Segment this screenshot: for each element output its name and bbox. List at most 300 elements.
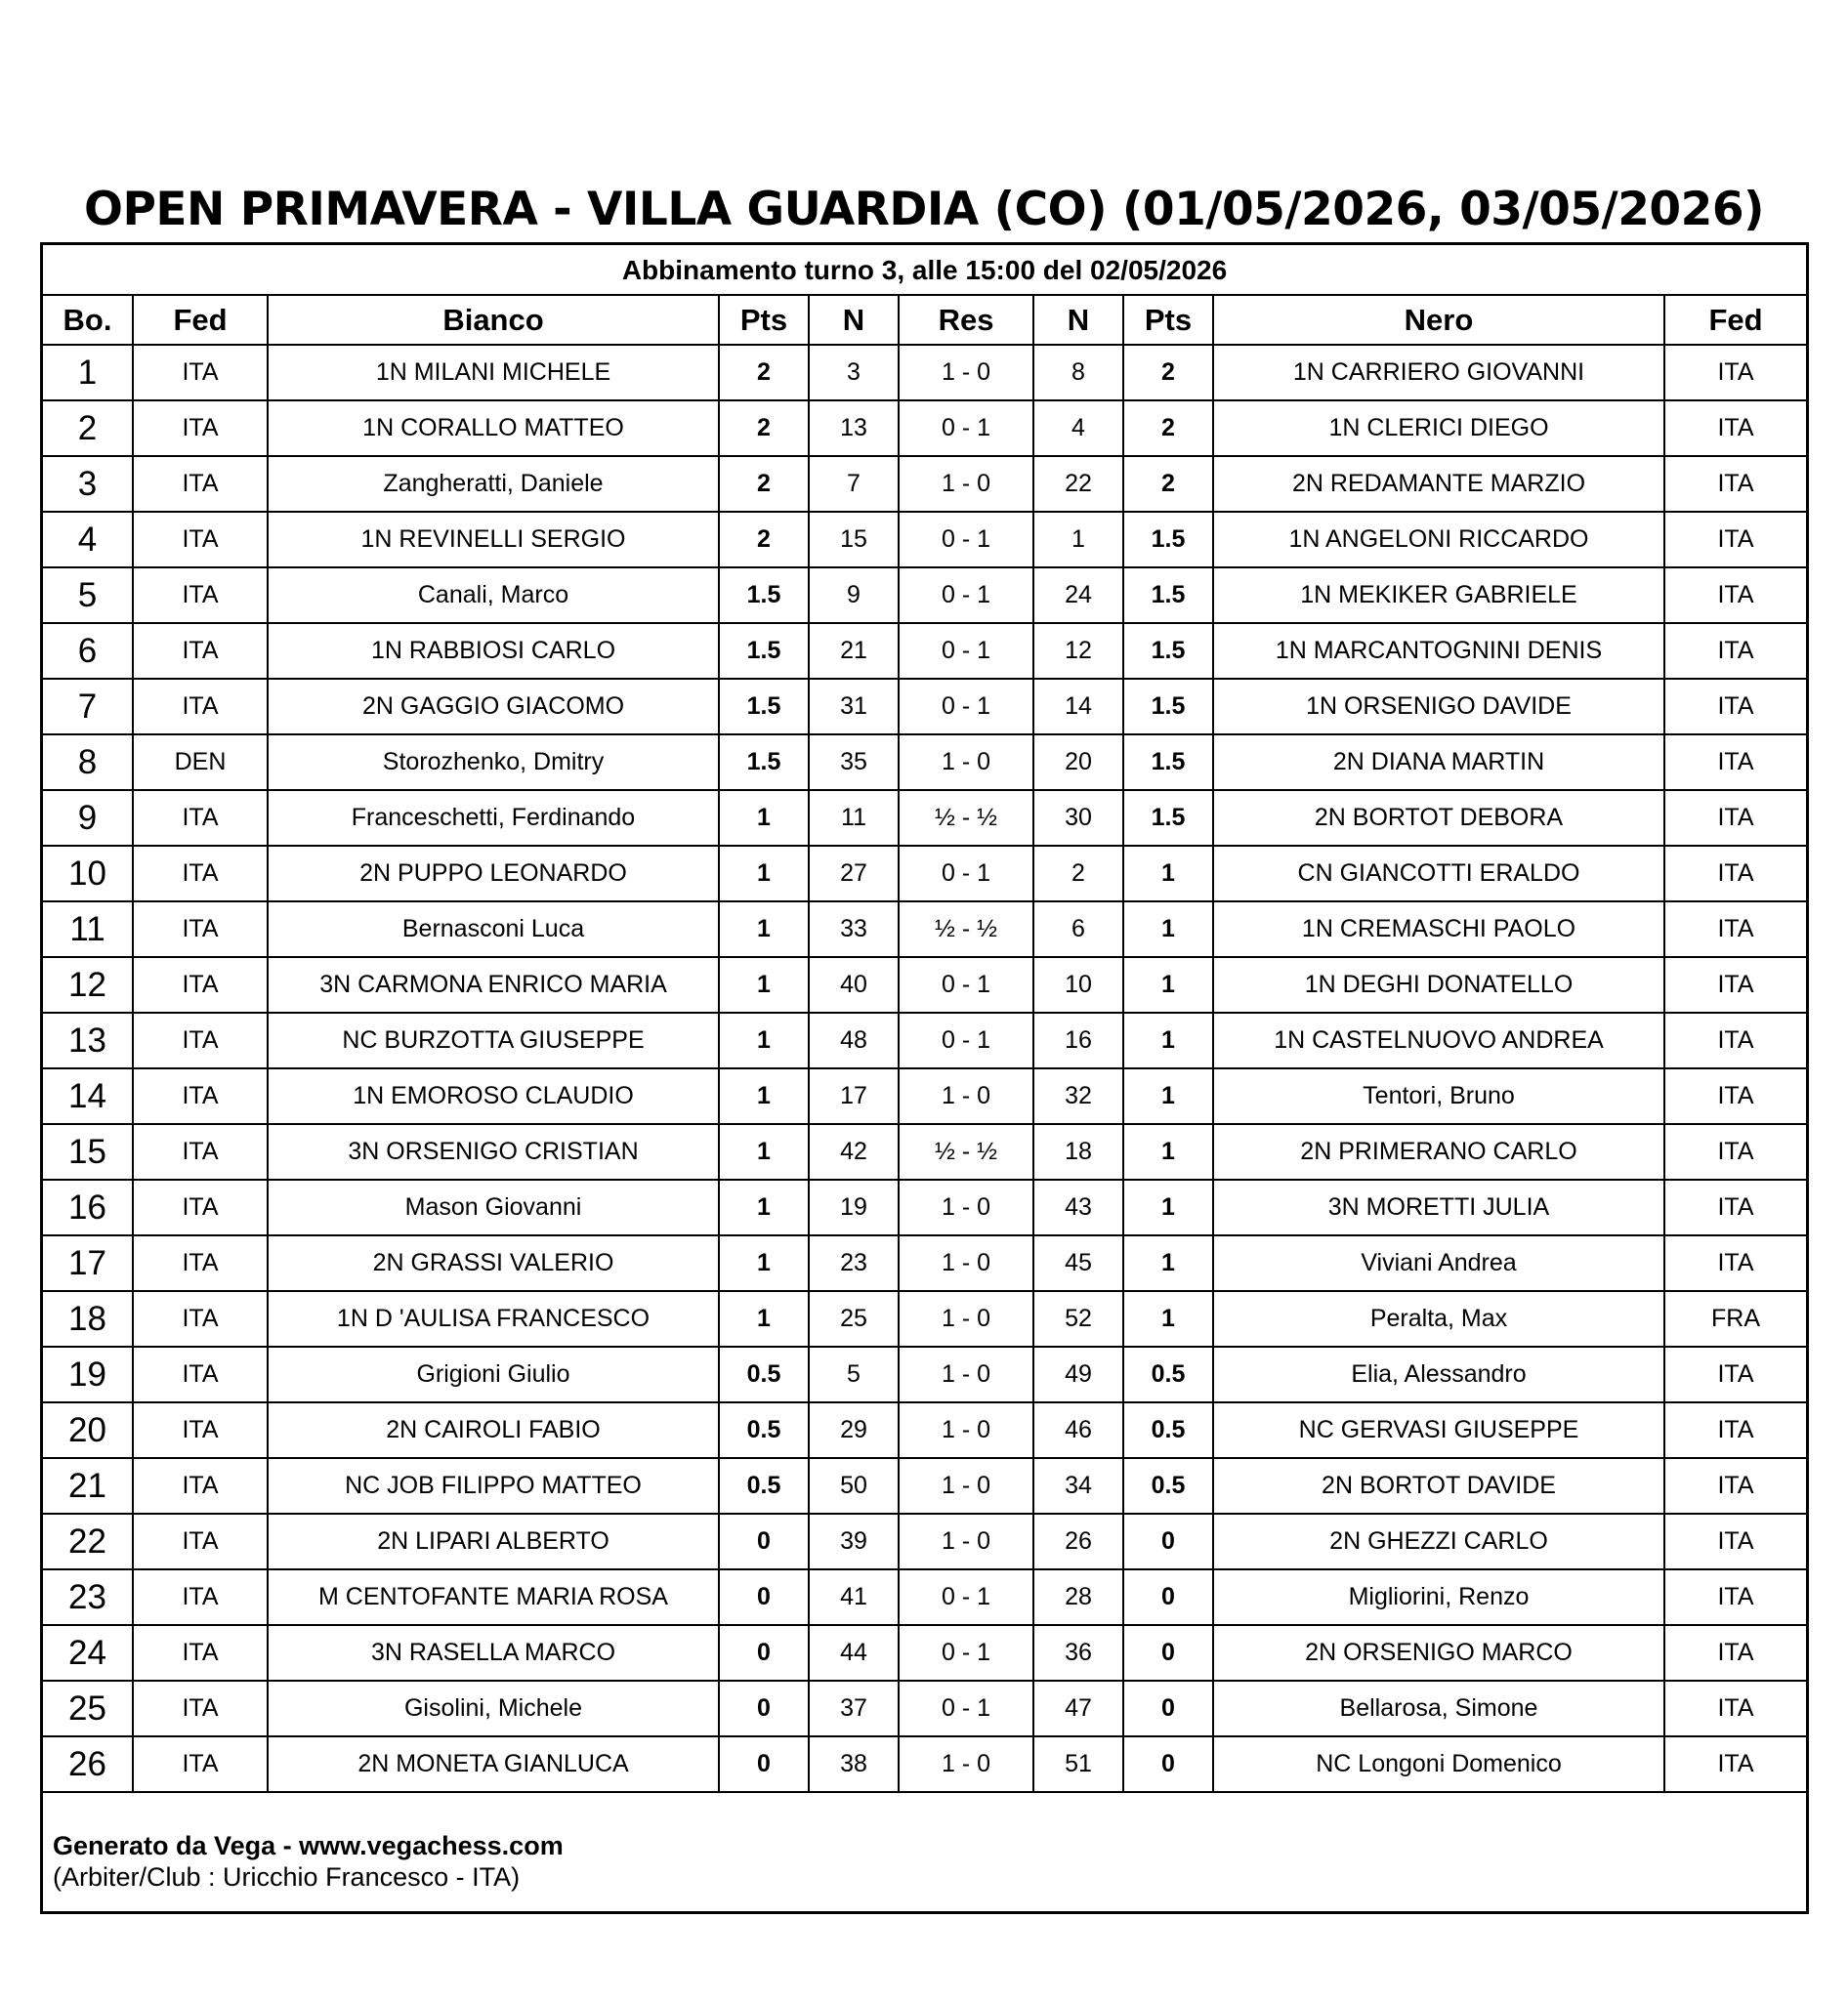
pts-white: 0 xyxy=(719,1625,809,1681)
pts-white: 2 xyxy=(719,512,809,567)
pts-white: 1.5 xyxy=(719,567,809,623)
result: 1 - 0 xyxy=(899,1458,1033,1514)
fed-black: ITA xyxy=(1664,456,1806,512)
fed-black: ITA xyxy=(1664,1124,1806,1180)
n-white: 29 xyxy=(809,1402,899,1458)
board-number: 2 xyxy=(43,400,133,456)
page-title: OPEN PRIMAVERA - VILLA GUARDIA (CO) (01/05/2026, 03/05/2026) xyxy=(83,183,1764,236)
black-player: 1N CASTELNUOVO ANDREA xyxy=(1213,1013,1664,1068)
table-row xyxy=(43,790,1806,846)
round-subtitle: Abbinamento turno 3, alle 15:00 del 02/05/2026 xyxy=(43,245,1806,296)
table-row xyxy=(43,734,1806,790)
pts-black: 0.5 xyxy=(1123,1458,1213,1514)
n-black: 51 xyxy=(1033,1736,1123,1792)
pts-black: 1 xyxy=(1123,1068,1213,1124)
fed-black: ITA xyxy=(1664,734,1806,790)
table-row xyxy=(43,1681,1806,1736)
n-white: 41 xyxy=(809,1569,899,1625)
fed-black: ITA xyxy=(1664,1514,1806,1569)
fed-black: ITA xyxy=(1664,1736,1806,1792)
col-header-result: Res xyxy=(899,296,1033,345)
n-white: 21 xyxy=(809,623,899,679)
white-player: NC BURZOTTA GIUSEPPE xyxy=(268,1013,719,1068)
white-player: 1N CORALLO MATTEO xyxy=(268,400,719,456)
col-header-black: Nero xyxy=(1213,296,1664,345)
result: 0 - 1 xyxy=(899,512,1033,567)
fed-white: ITA xyxy=(133,1180,268,1235)
black-player: 2N REDAMANTE MARZIO xyxy=(1213,456,1664,512)
board-number: 11 xyxy=(43,901,133,957)
table-row xyxy=(43,1625,1806,1681)
white-player: 1N REVINELLI SERGIO xyxy=(268,512,719,567)
col-header-fed-black: Fed xyxy=(1664,296,1806,345)
pts-white: 1 xyxy=(719,1180,809,1235)
board-number: 24 xyxy=(43,1625,133,1681)
col-header-n-black: N xyxy=(1033,296,1123,345)
table-row xyxy=(43,1124,1806,1180)
n-black: 6 xyxy=(1033,901,1123,957)
result: 0 - 1 xyxy=(899,1569,1033,1625)
n-white: 3 xyxy=(809,345,899,400)
black-player: 1N CREMASCHI PAOLO xyxy=(1213,901,1664,957)
fed-black: ITA xyxy=(1664,400,1806,456)
header-row xyxy=(43,296,1806,345)
board-number: 21 xyxy=(43,1458,133,1514)
table-row xyxy=(43,1736,1806,1792)
fed-black: ITA xyxy=(1664,1569,1806,1625)
white-player: NC JOB FILIPPO MATTEO xyxy=(268,1458,719,1514)
col-header-pts-black: Pts xyxy=(1123,296,1213,345)
n-black: 49 xyxy=(1033,1347,1123,1402)
footer xyxy=(53,1830,564,1893)
white-player: 2N LIPARI ALBERTO xyxy=(268,1514,719,1569)
generated-by: Generato da Vega - www.vegachess.com xyxy=(53,1831,564,1860)
board-number: 6 xyxy=(43,623,133,679)
fed-black: ITA xyxy=(1664,901,1806,957)
n-black: 46 xyxy=(1033,1402,1123,1458)
white-player: 1N RABBIOSI CARLO xyxy=(268,623,719,679)
board-number: 26 xyxy=(43,1736,133,1792)
n-black: 26 xyxy=(1033,1514,1123,1569)
board-number: 14 xyxy=(43,1068,133,1124)
white-player: M CENTOFANTE MARIA ROSA xyxy=(268,1569,719,1625)
fed-white: ITA xyxy=(133,790,268,846)
n-black: 14 xyxy=(1033,679,1123,734)
n-black: 34 xyxy=(1033,1458,1123,1514)
pairings-table xyxy=(43,296,1806,1793)
n-white: 50 xyxy=(809,1458,899,1514)
board-number: 25 xyxy=(43,1681,133,1736)
pts-white: 1 xyxy=(719,1068,809,1124)
n-white: 15 xyxy=(809,512,899,567)
pts-black: 0.5 xyxy=(1123,1402,1213,1458)
black-player: Viviani Andrea xyxy=(1213,1235,1664,1291)
table-row xyxy=(43,345,1806,400)
black-player: 3N MORETTI JULIA xyxy=(1213,1180,1664,1235)
fed-black: ITA xyxy=(1664,1402,1806,1458)
n-white: 48 xyxy=(809,1013,899,1068)
n-white: 17 xyxy=(809,1068,899,1124)
board-number: 3 xyxy=(43,456,133,512)
fed-white: DEN xyxy=(133,734,268,790)
n-white: 11 xyxy=(809,790,899,846)
fed-black: ITA xyxy=(1664,1458,1806,1514)
n-black: 22 xyxy=(1033,456,1123,512)
pts-white: 0 xyxy=(719,1569,809,1625)
result: 1 - 0 xyxy=(899,1736,1033,1792)
fed-white: ITA xyxy=(133,1402,268,1458)
board-number: 1 xyxy=(43,345,133,400)
white-player: 3N ORSENIGO CRISTIAN xyxy=(268,1124,719,1180)
pts-white: 2 xyxy=(719,400,809,456)
pts-white: 1 xyxy=(719,790,809,846)
result: ½ - ½ xyxy=(899,1124,1033,1180)
result: ½ - ½ xyxy=(899,790,1033,846)
result: 0 - 1 xyxy=(899,567,1033,623)
board-number: 23 xyxy=(43,1569,133,1625)
n-white: 31 xyxy=(809,679,899,734)
pts-black: 1.5 xyxy=(1123,734,1213,790)
board-number: 16 xyxy=(43,1180,133,1235)
fed-white: ITA xyxy=(133,1235,268,1291)
result: 1 - 0 xyxy=(899,1235,1033,1291)
black-player: 1N ANGELONI RICCARDO xyxy=(1213,512,1664,567)
n-white: 9 xyxy=(809,567,899,623)
fed-black: ITA xyxy=(1664,1068,1806,1124)
white-player: Storozhenko, Dmitry xyxy=(268,734,719,790)
pts-black: 1.5 xyxy=(1123,623,1213,679)
n-black: 45 xyxy=(1033,1235,1123,1291)
pts-black: 0.5 xyxy=(1123,1347,1213,1402)
white-player: 2N CAIROLI FABIO xyxy=(268,1402,719,1458)
fed-black: ITA xyxy=(1664,1013,1806,1068)
fed-black: ITA xyxy=(1664,623,1806,679)
table-row xyxy=(43,512,1806,567)
white-player: 1N MILANI MICHELE xyxy=(268,345,719,400)
result: 0 - 1 xyxy=(899,957,1033,1013)
pts-black: 1 xyxy=(1123,1235,1213,1291)
col-header-fed-white: Fed xyxy=(133,296,268,345)
n-black: 47 xyxy=(1033,1681,1123,1736)
pts-white: 1 xyxy=(719,901,809,957)
n-black: 8 xyxy=(1033,345,1123,400)
white-player: 3N CARMONA ENRICO MARIA xyxy=(268,957,719,1013)
n-white: 39 xyxy=(809,1514,899,1569)
fed-white: ITA xyxy=(133,623,268,679)
board-number: 5 xyxy=(43,567,133,623)
fed-white: ITA xyxy=(133,1625,268,1681)
white-player: 2N PUPPO LEONARDO xyxy=(268,846,719,901)
white-player: Bernasconi Luca xyxy=(268,901,719,957)
n-white: 25 xyxy=(809,1291,899,1347)
n-black: 30 xyxy=(1033,790,1123,846)
white-player: 2N GAGGIO GIACOMO xyxy=(268,679,719,734)
fed-white: ITA xyxy=(133,1124,268,1180)
n-black: 4 xyxy=(1033,400,1123,456)
result: 1 - 0 xyxy=(899,734,1033,790)
white-player: Canali, Marco xyxy=(268,567,719,623)
black-player: 2N BORTOT DAVIDE xyxy=(1213,1458,1664,1514)
white-player: Zangheratti, Daniele xyxy=(268,456,719,512)
table-row xyxy=(43,400,1806,456)
n-black: 43 xyxy=(1033,1180,1123,1235)
fed-black: ITA xyxy=(1664,679,1806,734)
black-player: 1N ORSENIGO DAVIDE xyxy=(1213,679,1664,734)
col-header-white: Bianco xyxy=(268,296,719,345)
table-row xyxy=(43,1013,1806,1068)
fed-white: ITA xyxy=(133,1736,268,1792)
result: 0 - 1 xyxy=(899,679,1033,734)
black-player: Bellarosa, Simone xyxy=(1213,1681,1664,1736)
black-player: 1N DEGHI DONATELLO xyxy=(1213,957,1664,1013)
pts-black: 1.5 xyxy=(1123,679,1213,734)
table-row xyxy=(43,957,1806,1013)
table-row xyxy=(43,1180,1806,1235)
white-player: Grigioni Giulio xyxy=(268,1347,719,1402)
pts-white: 1 xyxy=(719,1291,809,1347)
fed-white: ITA xyxy=(133,846,268,901)
pts-black: 0 xyxy=(1123,1514,1213,1569)
black-player: 1N CARRIERO GIOVANNI xyxy=(1213,345,1664,400)
n-white: 42 xyxy=(809,1124,899,1180)
n-white: 5 xyxy=(809,1347,899,1402)
black-player: 2N GHEZZI CARLO xyxy=(1213,1514,1664,1569)
col-header-n-white: N xyxy=(809,296,899,345)
n-white: 40 xyxy=(809,957,899,1013)
pts-white: 0.5 xyxy=(719,1347,809,1402)
pairings-frame xyxy=(40,242,1809,1914)
n-black: 18 xyxy=(1033,1124,1123,1180)
pts-white: 1 xyxy=(719,1124,809,1180)
pts-black: 2 xyxy=(1123,400,1213,456)
col-header-pts-white: Pts xyxy=(719,296,809,345)
fed-white: ITA xyxy=(133,567,268,623)
result: 1 - 0 xyxy=(899,1291,1033,1347)
table-row xyxy=(43,1402,1806,1458)
pts-white: 2 xyxy=(719,456,809,512)
board-number: 13 xyxy=(43,1013,133,1068)
pts-white: 0 xyxy=(719,1514,809,1569)
fed-black: ITA xyxy=(1664,1681,1806,1736)
fed-white: ITA xyxy=(133,345,268,400)
black-player: NC GERVASI GIUSEPPE xyxy=(1213,1402,1664,1458)
fed-white: ITA xyxy=(133,1458,268,1514)
result: 1 - 0 xyxy=(899,1514,1033,1569)
fed-white: ITA xyxy=(133,901,268,957)
n-black: 36 xyxy=(1033,1625,1123,1681)
fed-black: ITA xyxy=(1664,1235,1806,1291)
black-player: 2N ORSENIGO MARCO xyxy=(1213,1625,1664,1681)
black-player: CN GIANCOTTI ERALDO xyxy=(1213,846,1664,901)
pts-black: 1.5 xyxy=(1123,567,1213,623)
table-row xyxy=(43,901,1806,957)
black-player: NC Longoni Domenico xyxy=(1213,1736,1664,1792)
black-player: Elia, Alessandro xyxy=(1213,1347,1664,1402)
result: 1 - 0 xyxy=(899,345,1033,400)
pts-white: 1.5 xyxy=(719,623,809,679)
n-white: 35 xyxy=(809,734,899,790)
fed-white: ITA xyxy=(133,1514,268,1569)
table-row xyxy=(43,623,1806,679)
pts-white: 0 xyxy=(719,1681,809,1736)
result: 0 - 1 xyxy=(899,1013,1033,1068)
board-number: 10 xyxy=(43,846,133,901)
table-row xyxy=(43,846,1806,901)
n-black: 20 xyxy=(1033,734,1123,790)
result: 0 - 1 xyxy=(899,1625,1033,1681)
fed-black: ITA xyxy=(1664,790,1806,846)
white-player: 1N D 'AULISA FRANCESCO xyxy=(268,1291,719,1347)
n-white: 13 xyxy=(809,400,899,456)
table-row xyxy=(43,1235,1806,1291)
fed-white: ITA xyxy=(133,1013,268,1068)
n-white: 38 xyxy=(809,1736,899,1792)
black-player: 2N DIANA MARTIN xyxy=(1213,734,1664,790)
pts-black: 1 xyxy=(1123,846,1213,901)
board-number: 8 xyxy=(43,734,133,790)
white-player: Mason Giovanni xyxy=(268,1180,719,1235)
fed-black: FRA xyxy=(1664,1291,1806,1347)
pts-white: 1 xyxy=(719,1235,809,1291)
fed-white: ITA xyxy=(133,1291,268,1347)
board-number: 18 xyxy=(43,1291,133,1347)
n-white: 44 xyxy=(809,1625,899,1681)
black-player: Peralta, Max xyxy=(1213,1291,1664,1347)
pts-black: 0 xyxy=(1123,1681,1213,1736)
n-black: 1 xyxy=(1033,512,1123,567)
fed-black: ITA xyxy=(1664,846,1806,901)
col-header-board: Bo. xyxy=(43,296,133,345)
white-player: 1N EMOROSO CLAUDIO xyxy=(268,1068,719,1124)
n-black: 52 xyxy=(1033,1291,1123,1347)
pts-black: 1 xyxy=(1123,901,1213,957)
table-row xyxy=(43,1514,1806,1569)
table-row xyxy=(43,679,1806,734)
white-player: Gisolini, Michele xyxy=(268,1681,719,1736)
pts-white: 0.5 xyxy=(719,1458,809,1514)
fed-black: ITA xyxy=(1664,1625,1806,1681)
fed-black: ITA xyxy=(1664,1180,1806,1235)
result: 1 - 0 xyxy=(899,1180,1033,1235)
pts-black: 2 xyxy=(1123,345,1213,400)
white-player: 2N GRASSI VALERIO xyxy=(268,1235,719,1291)
n-black: 24 xyxy=(1033,567,1123,623)
result: 1 - 0 xyxy=(899,456,1033,512)
pts-white: 0 xyxy=(719,1736,809,1792)
board-number: 7 xyxy=(43,679,133,734)
black-player: Tentori, Bruno xyxy=(1213,1068,1664,1124)
pts-white: 1.5 xyxy=(719,734,809,790)
pts-white: 1 xyxy=(719,957,809,1013)
result: 1 - 0 xyxy=(899,1347,1033,1402)
board-number: 17 xyxy=(43,1235,133,1291)
fed-black: ITA xyxy=(1664,345,1806,400)
fed-white: ITA xyxy=(133,679,268,734)
table-row xyxy=(43,1291,1806,1347)
n-white: 7 xyxy=(809,456,899,512)
black-player: 1N CLERICI DIEGO xyxy=(1213,400,1664,456)
fed-black: ITA xyxy=(1664,567,1806,623)
n-white: 19 xyxy=(809,1180,899,1235)
n-black: 28 xyxy=(1033,1569,1123,1625)
n-white: 27 xyxy=(809,846,899,901)
white-player: 3N RASELLA MARCO xyxy=(268,1625,719,1681)
fed-white: ITA xyxy=(133,512,268,567)
result: 0 - 1 xyxy=(899,1681,1033,1736)
result: 0 - 1 xyxy=(899,623,1033,679)
fed-black: ITA xyxy=(1664,512,1806,567)
white-player: 2N MONETA GIANLUCA xyxy=(268,1736,719,1792)
table-row xyxy=(43,1347,1806,1402)
pts-white: 1 xyxy=(719,1013,809,1068)
pts-white: 2 xyxy=(719,345,809,400)
black-player: 1N MARCANTOGNINI DENIS xyxy=(1213,623,1664,679)
pts-black: 1.5 xyxy=(1123,512,1213,567)
board-number: 4 xyxy=(43,512,133,567)
pts-black: 1.5 xyxy=(1123,790,1213,846)
pairings-body xyxy=(43,345,1806,1792)
pts-black: 1 xyxy=(1123,957,1213,1013)
fed-black: ITA xyxy=(1664,957,1806,1013)
result: 0 - 1 xyxy=(899,846,1033,901)
fed-black: ITA xyxy=(1664,1347,1806,1402)
table-row xyxy=(43,456,1806,512)
board-number: 20 xyxy=(43,1402,133,1458)
n-white: 23 xyxy=(809,1235,899,1291)
result: 1 - 0 xyxy=(899,1068,1033,1124)
fed-white: ITA xyxy=(133,1347,268,1402)
result: 0 - 1 xyxy=(899,400,1033,456)
pts-black: 1 xyxy=(1123,1013,1213,1068)
black-player: 2N PRIMERANO CARLO xyxy=(1213,1124,1664,1180)
table-row xyxy=(43,1569,1806,1625)
result: ½ - ½ xyxy=(899,901,1033,957)
board-number: 22 xyxy=(43,1514,133,1569)
pts-white: 0.5 xyxy=(719,1402,809,1458)
fed-white: ITA xyxy=(133,456,268,512)
n-black: 12 xyxy=(1033,623,1123,679)
black-player: 1N MEKIKER GABRIELE xyxy=(1213,567,1664,623)
pts-black: 1 xyxy=(1123,1180,1213,1235)
fed-white: ITA xyxy=(133,957,268,1013)
n-white: 33 xyxy=(809,901,899,957)
fed-white: ITA xyxy=(133,1569,268,1625)
n-black: 16 xyxy=(1033,1013,1123,1068)
table-row xyxy=(43,567,1806,623)
pts-black: 0 xyxy=(1123,1736,1213,1792)
black-player: Migliorini, Renzo xyxy=(1213,1569,1664,1625)
fed-white: ITA xyxy=(133,400,268,456)
n-white: 37 xyxy=(809,1681,899,1736)
pts-black: 0 xyxy=(1123,1625,1213,1681)
black-player: 2N BORTOT DEBORA xyxy=(1213,790,1664,846)
arbiter-info: (Arbiter/Club : Uricchio Francesco - ITA) xyxy=(53,1862,521,1892)
n-black: 2 xyxy=(1033,846,1123,901)
board-number: 12 xyxy=(43,957,133,1013)
result: 1 - 0 xyxy=(899,1402,1033,1458)
table-row xyxy=(43,1068,1806,1124)
pts-black: 1 xyxy=(1123,1124,1213,1180)
pts-white: 1.5 xyxy=(719,679,809,734)
pts-white: 1 xyxy=(719,846,809,901)
pts-black: 1 xyxy=(1123,1291,1213,1347)
n-black: 32 xyxy=(1033,1068,1123,1124)
fed-white: ITA xyxy=(133,1068,268,1124)
white-player: Franceschetti, Ferdinando xyxy=(268,790,719,846)
pts-black: 0 xyxy=(1123,1569,1213,1625)
pts-black: 2 xyxy=(1123,456,1213,512)
board-number: 15 xyxy=(43,1124,133,1180)
